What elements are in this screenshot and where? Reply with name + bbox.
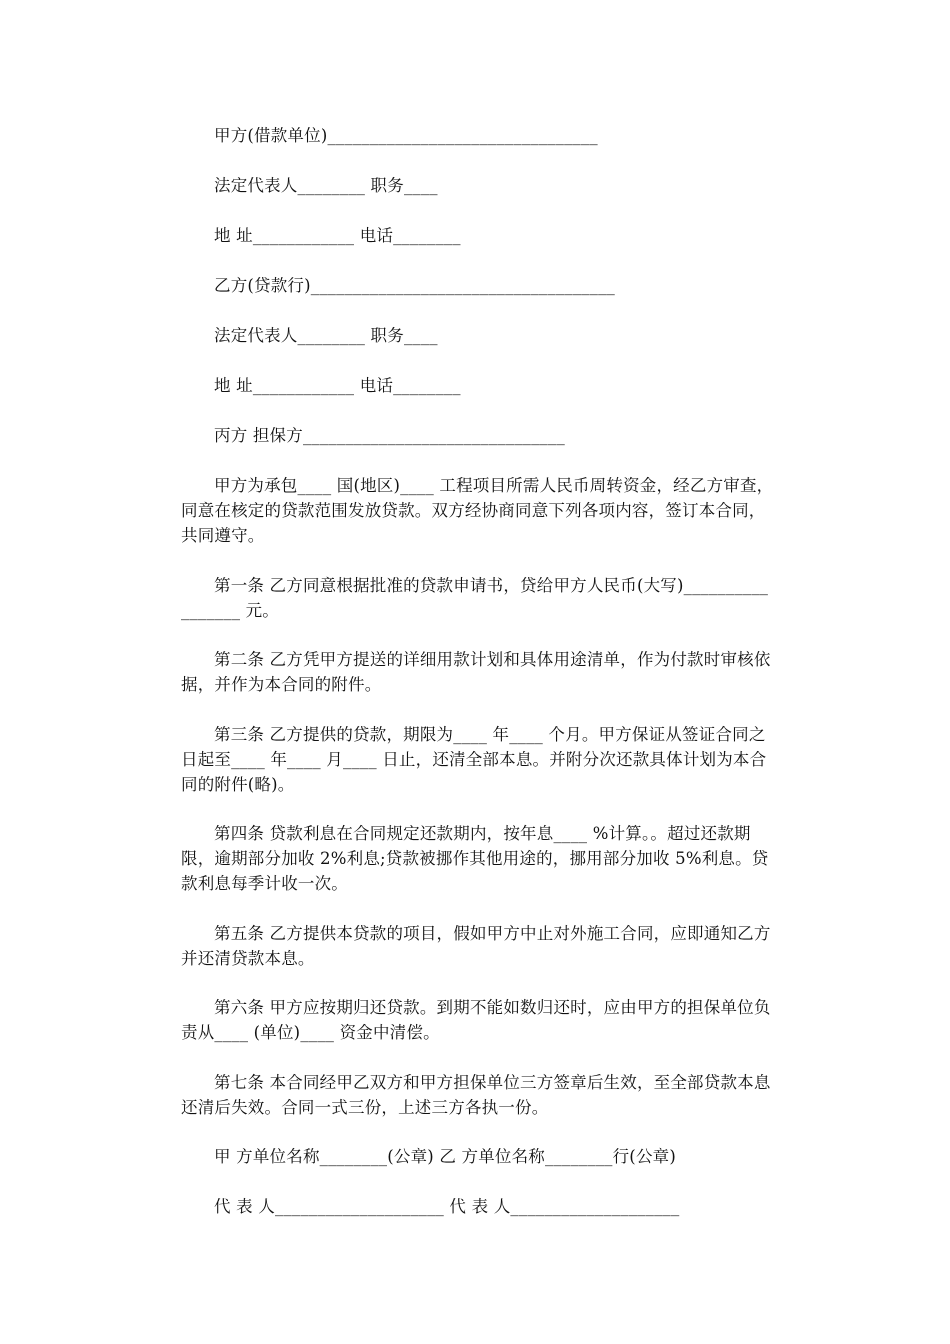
party-b-name-field: 乙方(贷款行)____________________________________ <box>214 276 615 295</box>
article-7: 第七条 本合同经甲乙双方和甲方担保单位三方签章后生效，至全部贷款本息还清后失效。合同一式三份，上述三方各执一份。 <box>181 1072 771 1117</box>
article-5: 第五条 乙方提供本贷款的项目，假如甲方中止对外施工合同，应即通知乙方并还清贷款本息。 <box>181 923 771 968</box>
party-b-representative-field: 法定代表人________ 职务____ <box>214 326 438 345</box>
article-1: 第一条 乙方同意根据批准的贷款申请书，贷给甲方人民币(大写)_________________ 元。 <box>181 575 769 620</box>
party-b-address-field: 地 址____________ 电话________ <box>214 376 461 395</box>
party-a-address-field: 地 址____________ 电话________ <box>214 226 461 245</box>
article-2: 第二条 乙方凭甲方提送的详细用款计划和具体用途清单，作为付款时审核依据，并作为本合同的附件。 <box>181 650 771 694</box>
preamble-paragraph: 甲方为承包____ 国(地区)____ 工程项目所需人民币周转资金，经乙方审查，同意在核定的贷款范围发放贷款。双方经协商同意下列各项内容，签订本合同，共同遵守。 <box>181 476 774 545</box>
party-c-guarantor-field: 丙方 担保方_______________________________ <box>214 426 565 445</box>
party-a-name-field: 甲方(借款单位)________________________________ <box>214 126 598 145</box>
article-3: 第三条 乙方提供的贷款，期限为____ 年____ 个月。甲方保证从签证合同之日起至____ 年____ 月____ 日止，还清全部本息。并附分次还款具体计划为本合同的附件(略)。 <box>181 724 767 794</box>
party-a-representative-field: 法定代表人________ 职务____ <box>214 176 438 195</box>
signature-representatives: 代 表 人____________________ 代 表 人____________________ <box>214 1197 680 1216</box>
contract-body <box>181 123 776 1244</box>
article-6: 第六条 甲方应按期归还贷款。到期不能如数归还时，应由甲方的担保单位负责从____ (单位)____ 资金中清偿。 <box>181 998 771 1042</box>
article-4: 第四条 贷款利息在合同规定还款期内，按年息____ %计算。。超过还款期限，逾期部分加收 2%利息;贷款被挪作其他用途的，挪用部分加收 5%利息。贷款利息每季计收一次。 <box>181 824 769 893</box>
signature-unit-names: 甲 方单位名称________(公章) 乙 方单位名称________行(公章) <box>214 1147 676 1166</box>
